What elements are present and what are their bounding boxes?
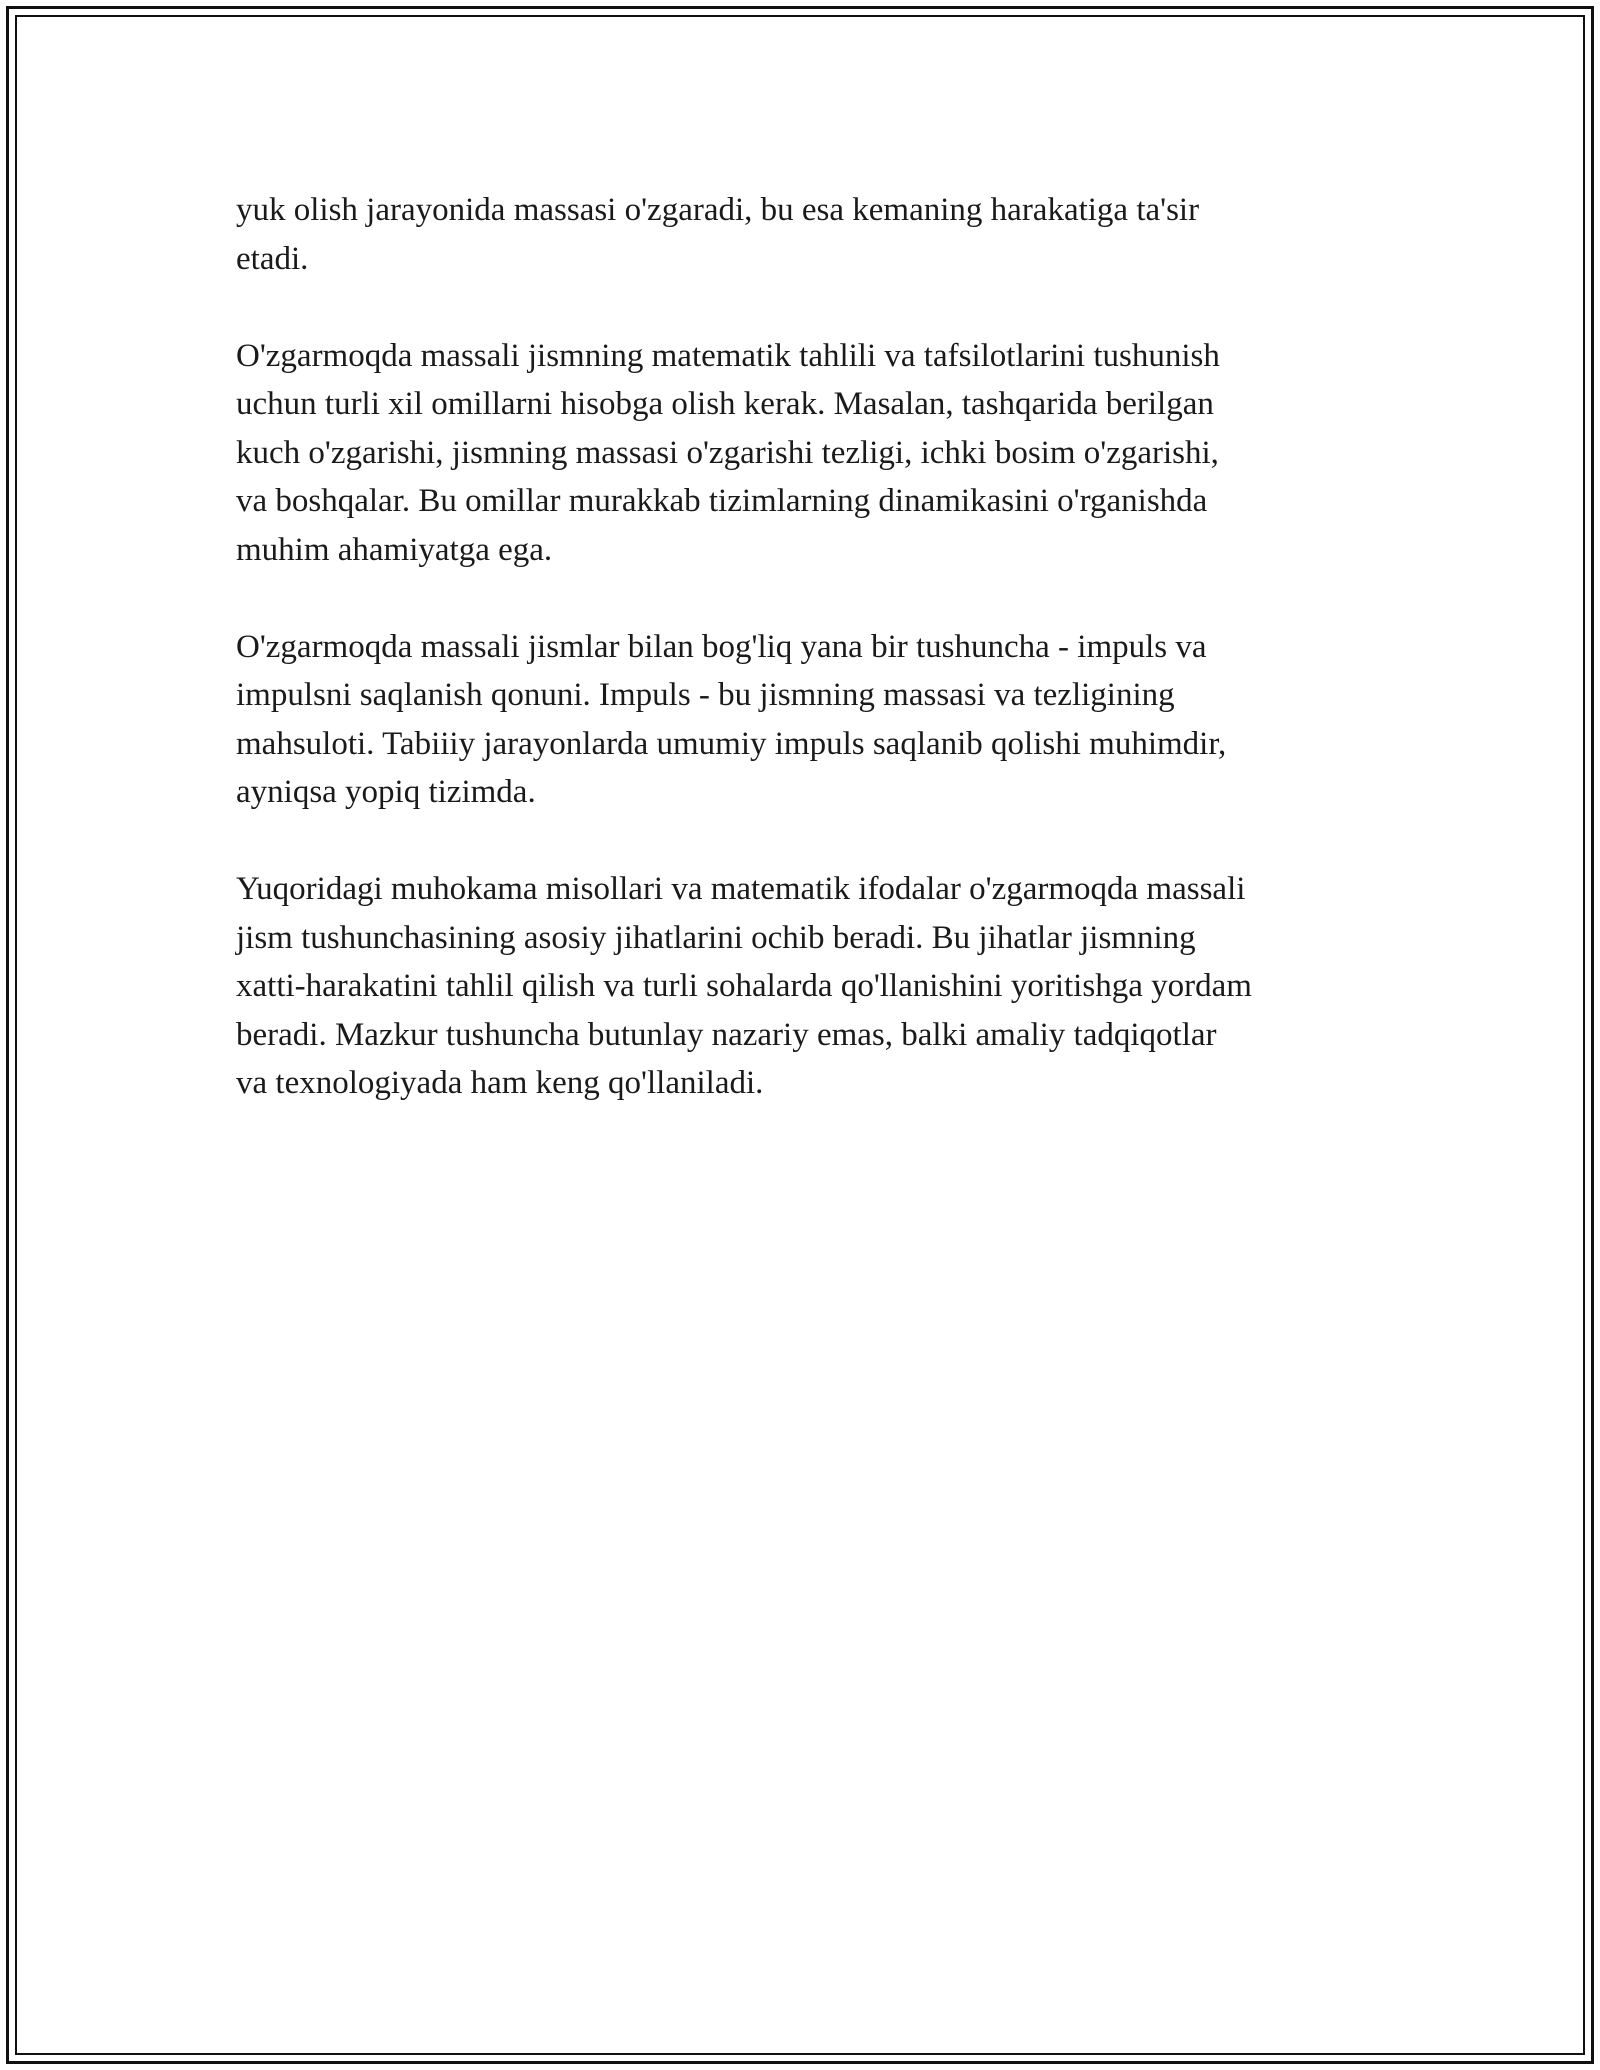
document-body <box>236 186 1376 1108</box>
paragraph-1: yuk olish jarayonida massasi o'zgaradi, bu esa kemaning harakatiga ta'sir etadi. <box>236 192 1200 277</box>
paragraph-2: O'zgarmoqda massali jismning matematik tahlili va tafsilotlarini tushunish uchun turli xil omillarni hisobga olish kerak. Masalan, tashqarida berilgan kuch o'zgarishi, jismning massasi o'zgarishi tezligi, ichki bosim o'zgarishi, va boshqalar. Bu omillar murakkab tizimlarning dinamikasini o'rganishda muhim ahamiyatga ega. <box>236 337 1220 568</box>
paragraph-4: Yuqoridagi muhokama misollari va matematik ifodalar o'zgarmoqda massali jism tushunchasining asosiy jihatlarini ochib beradi. Bu jihatlar jismning xatti-harakatini tahlil qilish va turli sohalarda qo'llanishini yoritishga yordam beradi. Mazkur tushuncha butunlay nazariy emas, balki amaliy tadqiqotlar va texnologiyada ham keng qo'llaniladi. <box>236 871 1252 1101</box>
paragraph-3: O'zgarmoqda massali jismlar bilan bog'liq yana bir tushuncha - impuls va impulsni saqlanish qonuni. Impuls - bu jismning massasi va tezligining mahsuloti. Tabiiiy jarayonlarda umumiy impuls saqlanib qolishi muhimdir, ayniqsa yopiq tizimda. <box>236 628 1227 810</box>
